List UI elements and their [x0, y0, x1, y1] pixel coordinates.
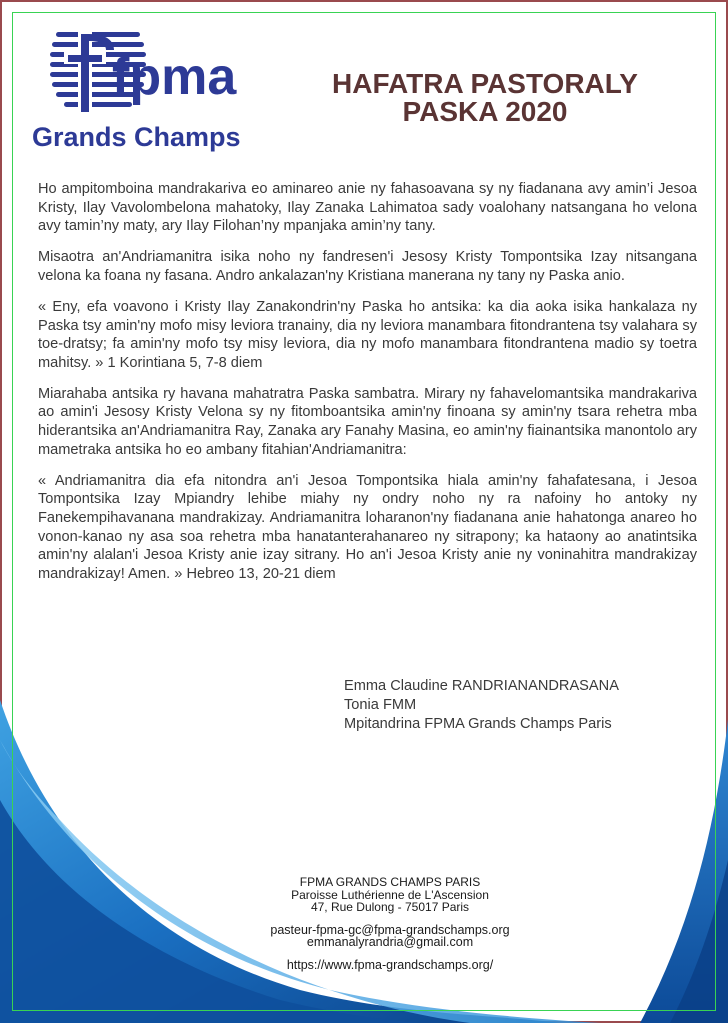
signature-title: Tonia FMM [344, 697, 417, 713]
body-paragraph: Miarahaba antsika ry havana mahatratra Paska sambatra. Mirary ny fahavelomantsika mandrakariva ao amin'i Jesosy Kristy Velona sy ny fitomboantsika amin'ny finoana sy amin'ny tsara rehetra mba hiderantsika an'Andriamanitra Ray, Zanaka ary Fanahy Masina, eo amin'ny fiainantsika manontolo ary mametraka antsika ho eo ambany fitahian'Andriamanitra: [38, 385, 697, 458]
footer-parish: Paroisse Luthérienne de L'Ascension [291, 887, 489, 902]
title-line-1: HAFATRA PASTORALY [332, 68, 638, 99]
logo-name: Grands Champs [32, 122, 241, 152]
fpma-logo [28, 22, 268, 162]
logo-wordmark: fpma [112, 48, 237, 106]
footer-org: FPMA GRANDS CHAMPS PARIS [299, 875, 481, 889]
footer-email-pastor[interactable]: pasteur-fpma-gc@fpma-grandschamps.org [270, 922, 510, 937]
footer-address: 47, Rue Dulong - 75017 Paris [310, 900, 470, 914]
footer-website-link[interactable]: https://www.fpma-grandschamps.org/ [286, 957, 494, 972]
page-title [300, 70, 670, 126]
body-paragraph: Ho ampitomboina mandrakariva eo aminareo anie ny fahasoavana sy ny fiadanana avy amin’i Jesoa Kristy, Ilay Vavolombelona mahatoky, Ilay Zanaka Lahimatoa sady voalohany natsangana ho velona avy tamin’ny maty, ary Ilay Filohan’ny mpanjaka amin’ny tany. [38, 181, 697, 235]
body-paragraph: « Eny, efa voavono i Kristy Ilay Zanakondrin'ny Paska ho antsika: ka dia aoka isika hankalaza ny Paska tsy amin'ny mofo misy leviora tranainy, dia ny leviora manambara fitondrantena tsy valahara sy toe-dratsy; fa amin'ny mofo tsy misy leviora, dia ny mofo manambara fitondrantena madio sy toetra mahitsy. » 1 Korintiana 5, 7-8 diem [38, 298, 697, 371]
signature-block [344, 677, 619, 734]
body-paragraph: Misaotra an'Andriamanitra isika noho ny fandresen'i Jesosy Kristy Tompontsika Izay nitsangana velona ka foana ny fasana. Andro ankalazan'ny Kristiana manerana ny tany ny Paska anio. [38, 249, 697, 284]
letter-body [38, 180, 697, 596]
title-line-2: PASKA 2020 [402, 96, 568, 127]
body-paragraph: « Andriamanitra dia efa nitondra an'i Jesoa Tompontsika hiala amin'ny fahafatesana, i Jesoa Tompontsika Izay Mpiandry lehibe miahy ny ondry noho ny ra nafoiny ho antoky ny Fanekempihavanana mandrakizay. Andriamanitra loharanon'ny fiadanana anie hahatonga anareo ho vonon-kanao ny asa soa rehetra mba hanatanterahanareo ny sitrapony; ka hataony ao anatintsika amin'ny alalan'i Jesoa Kristy anie izay sitrany. Ho an'i Jesoa Kristy anie ny voninahitra mandrakizay mandrakizay! Amen. » Hebreo 13, 20-21 diem [38, 472, 697, 582]
footer-email-secondary[interactable]: emmanalyrandria@gmail.com [306, 935, 474, 949]
globe-cross-icon [28, 22, 268, 122]
signature-name: Emma Claudine RANDRIANANDRASANA [344, 678, 619, 694]
signature-role: Mpitandrina FPMA Grands Champs Paris [344, 716, 612, 732]
footer [190, 876, 590, 971]
